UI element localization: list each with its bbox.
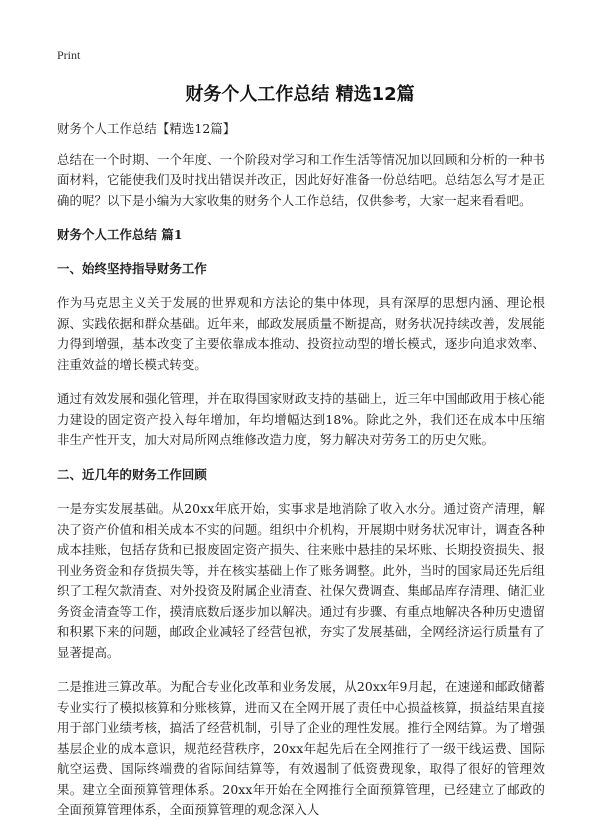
print-label[interactable]: Print	[57, 48, 81, 62]
paragraph: 二是推进三算改革。为配合专业化改革和业务发展，从20xx年9月起，在速递和邮政储蓄专业实行了模拟核算和分账核算，进而又在全网开展了责任中心损益核算，损益结果直接用于部门业绩考核，搞活了经营机制，引导了企业的理性发展。推行全网结算。为了增强基层企业的成本意识，规范经营秩序，20xx年起先后在全网推行了一级干线运费、国际航空运费、国际终端费的省际间结算等，有效遏制了低资费现象，取得了很好的管理效果。建立全面预算管理体系。20xx年开始在全网推行全面预算管理，已经建立了邮政的全面预算管理体系，全面预算管理的观念深入人	[57, 679, 545, 817]
document-body	[57, 119, 545, 835]
paragraph: 一是夯实发展基础。从20xx年底开始，实事求是地消除了收入水分。通过资产清理，解决了资产价值和相关成本不实的问题。组织中介机构，开展期中财务状况审计，调查各种成本挂账，包括存货和已报废固定资产损失、往来账中悬挂的呆坏账、长期投资损失、报刊业务资金和存货损失等，并在核实基础上作了账务调整。此外，当时的国家局还先后组织了工程欠款清查、对外投资及附属企业清查、社保欠费调查、集邮品库存清理、储汇业务资金清查等工作，摸清底数后逐步加以解决。通过有步骤、有重点地解决各种历史遗留和积累下来的问题，邮政企业减轻了经营包袱，夯实了发展基础，全网经济运行质量有了显著提高。	[57, 501, 545, 660]
section-heading-2: 二、近几年的财务工作回顾	[57, 466, 207, 482]
document-subtitle: 财务个人工作总结【精选12篇】	[57, 121, 236, 136]
article-heading: 财务个人工作总结 篇1	[57, 227, 183, 242]
document-title: 财务个人工作总结 精选12篇	[185, 84, 415, 105]
section-heading-1: 一、始终坚持指导财务工作	[57, 260, 207, 276]
paragraph: 作为马克思主义关于发展的世界观和方法论的集中体现，具有深厚的思想内涵、理论根源、实践依据和群众基础。近年来，邮政发展质量不断提高，财务状况持续改善，发展能力得到增强，基本改变了主要依靠成本推动、投资拉动型的增长模式，逐步向追求效率、注重效益的增长模式转变。	[57, 295, 545, 372]
paragraph: 通过有效发展和强化管理，并在取得国家财政支持的基础上，近三年中国邮政用于核心能力建设的固定资产投入每年增加，年均增幅达到18%。除此之外，我们还在成本中压缩非生产性开支，加大对局所网点维修改造力度，努力解决对劳务工的历史欠账。	[57, 391, 545, 447]
intro-paragraph: 总结在一个时期、一个年度、一个阶段对学习和工作生活等情况加以回顾和分析的一种书面材料，它能使我们及时找出错误并改正，因此好好准备一份总结吧。总结怎么写才是正确的呢？以下是小编为大家收集的财务个人工作总结，仅供参考，大家一起来看看吧。	[57, 151, 545, 208]
